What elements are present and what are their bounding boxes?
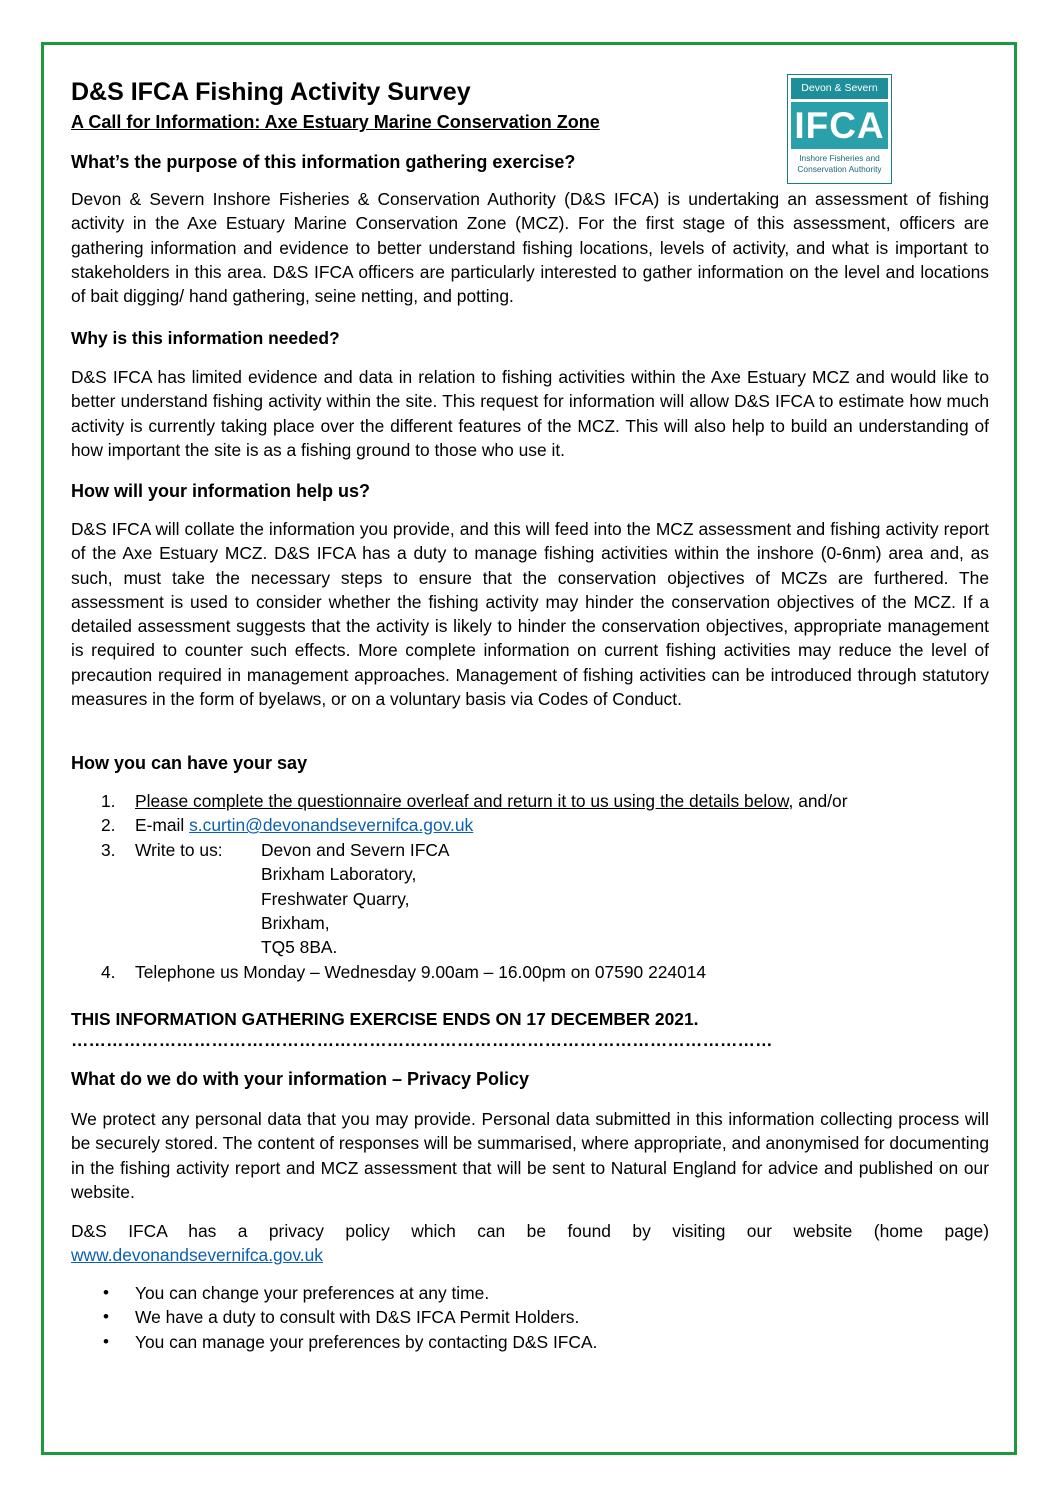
logo-bottom-line2: Conservation Authority [797,164,882,174]
logo-bottom-line1: Inshore Fisheries and [799,153,880,163]
logo-top-text: Devon & Severn [791,78,888,99]
website-link[interactable]: www.devonandsevernifca.gov.uk [71,1245,323,1265]
separator: ………………………………………………………………………………………………………… [71,1030,773,1050]
help-heading: How will your information help us? [71,481,371,501]
help-text: D&S IFCA will collate the information you provide, and this will feed into the MCZ assessment and fishing activity report of the Axe Estuary MCZ. D&S IFCA has a duty to manage fishing activities within the inshore (0-6nm) area and, as such, must take the necessary steps to ensure that the conservation objectives of MCZs are furthered. The assessment is used to consider whether the fishing activity may hinder the conservation objectives of the MCZ. If a detailed assessment suggests that the activity is likely to hinder the conservation objectives, appropriate management is required to counter such effects. More complete information on current fishing activities may reduce the level of precaution required in management approaches. Management of fishing activities can be introduced through statutory measures in the form of byelaws, or on a voluntary basis via Codes of Conduct. [71,519,989,710]
address-line: Freshwater Quarry, [261,889,410,909]
list-number: 4. [101,962,116,982]
list-item-suffix: , and/or [788,791,848,811]
address-line: Devon and Severn IFCA [261,840,450,860]
email-link[interactable]: s.curtin@devonandsevernifca.gov.uk [189,815,474,835]
logo-ifca-text: IFCA [791,102,888,149]
telephone-text: Telephone us Monday – Wednesday 9.00am – 16.00pm on 07590 224014 [135,962,707,982]
privacy-text: We protect any personal data that you may provide. Personal data submitted in this information collecting process will be securely stored. The content of responses will be summarised, where appropriate, and anonymised for documenting in the fishing activity report and MCZ assessment that will be sent to Natural England for advice and published on our website. [71,1109,989,1202]
address-line: Brixham Laboratory, [261,864,417,884]
bullet-text: We have a duty to consult with D&S IFCA Permit Holders. [135,1307,580,1327]
bullet-icon: • [103,1332,109,1351]
address-line: TQ5 8BA. [261,937,338,957]
write-label: Write to us: [135,840,223,860]
page-subtitle: A Call for Information: Axe Estuary Marine Conservation Zone [71,112,600,132]
page-title: D&S IFCA Fishing Activity Survey [71,78,471,106]
questionnaire-link[interactable]: Please complete the questionnaire overleaf and return it to us using the details below [135,791,789,811]
address-line: Brixham, [261,913,330,933]
list-number: 3. [101,840,116,860]
bullet-icon: • [103,1283,109,1302]
bullet-icon: • [103,1307,109,1326]
deadline-notice: THIS INFORMATION GATHERING EXERCISE ENDS ON 17 DECEMBER 2021. [71,1009,699,1029]
privacy-policy-text: D&S IFCA has a privacy policy which can be found by visiting our website (home page) [71,1221,989,1241]
why-heading: Why is this information needed? [71,328,340,348]
list-number: 1. [101,791,116,811]
email-label: E-mail [135,815,190,835]
privacy-heading: What do we do with your information – Privacy Policy [71,1069,530,1089]
header [71,77,989,107]
say-heading: How you can have your say [71,753,308,773]
bullet-text: You can manage your preferences by contacting D&S IFCA. [135,1332,598,1352]
bullet-text: You can change your preferences at any time. [135,1283,490,1303]
why-text: D&S IFCA has limited evidence and data in relation to fishing activities within the Axe Estuary MCZ and would like to better understand fishing activity within the site. This request for information will allow D&S IFCA to estimate how much activity is currently taking place over the different features of the MCZ. This will also help to build an understanding of how important the site is as a fishing ground to those who use it. [71,367,989,460]
purpose-text: Devon & Severn Inshore Fisheries & Conservation Authority (D&S IFCA) is undertaking an assessment of fishing activity in the Axe Estuary Marine Conservation Zone (MCZ). For the first stage of this assessment, officers are gathering information and evidence to better understand fishing locations, levels of activity, and what is important to stakeholders in this area. D&S IFCA officers are particularly interested to gather information on the level and locations of bait digging/ hand gathering, seine netting, and potting. [71,189,989,307]
purpose-heading: What’s the purpose of this information gathering exercise? [71,152,576,172]
list-number: 2. [101,815,116,835]
